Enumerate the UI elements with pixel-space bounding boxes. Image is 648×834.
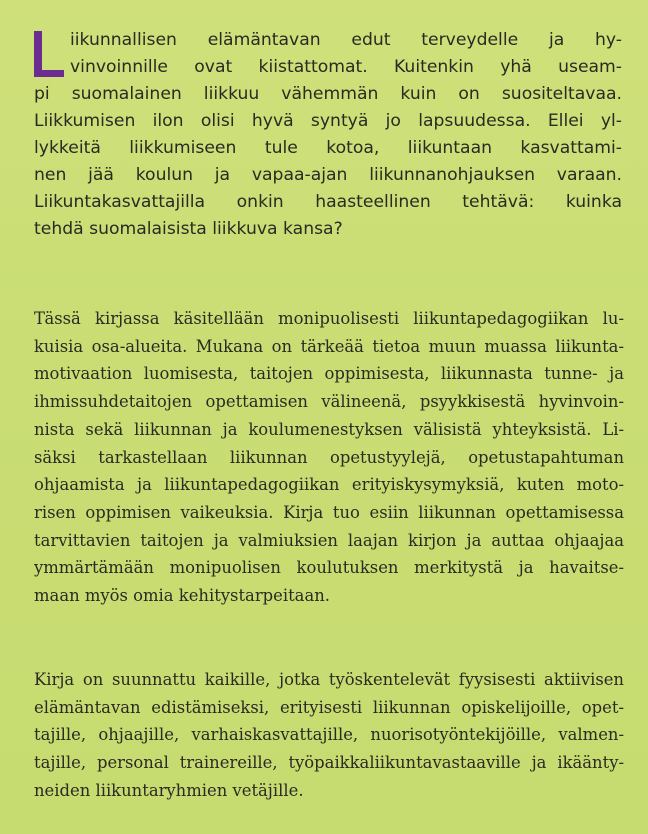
text-line: Tässä kirjassa käsitellään monipuolisesti liikuntapedagogiikan lu- bbox=[34, 309, 624, 328]
text-line: tarvittavien taitojen ja valmiuksien laajan kirjon ja auttaa ohjaajaa bbox=[34, 530, 624, 550]
intro-line: vinvoinnille ovat kiistattomat. Kuitenkin yhä useam- bbox=[70, 57, 622, 77]
text-line: tajille, ohjaajille, varhaiskasvattajille, nuorisotyöntekijöille, valmen- bbox=[34, 725, 624, 745]
text-line: säksi tarkastellaan liikunnan opetustyylejä, opetustapahtuman bbox=[34, 447, 624, 467]
text-line: maan myös omia kehitystarpeitaan. bbox=[34, 586, 330, 606]
audience-paragraph bbox=[34, 666, 624, 805]
intro-paragraph bbox=[34, 27, 622, 243]
intro-line: Liikkumisen ilon olisi hyvä syntyä jo lapsuudessa. Ellei yl- bbox=[34, 111, 622, 131]
text-line: Kirja on suunnattu kaikille, jotka työskentelevät fyysisesti aktiivisen bbox=[34, 670, 624, 689]
text-line: ymmärtämään monipuolisen koulutuksen merkitystä ja havaitse- bbox=[34, 558, 624, 578]
text-line: elämäntavan edistämiseksi, erityisesti liikunnan opiskelijoille, opet- bbox=[34, 697, 624, 717]
intro-line: iikunnallisen elämäntavan edut terveydelle ja hy- bbox=[70, 30, 622, 50]
text-line: tajille, personal trainereille, työpaikkaliikuntavastaaville ja ikäänty- bbox=[34, 753, 624, 773]
text-line: kuisia osa-alueita. Mukana on tärkeää tietoa muun muassa liikunta- bbox=[34, 336, 624, 356]
text-line: ihmissuhdetaitojen opettamisen välineenä, psyykkisestä hyvinvoin- bbox=[34, 392, 624, 412]
text-line: ohjaamista ja liikuntapedagogiikan erityiskysymyksiä, kuten moto- bbox=[34, 475, 624, 495]
intro-line: lykkeitä liikkumiseen tule kotoa, liikuntaan kasvattami- bbox=[34, 138, 622, 158]
intro-line: pi suomalainen liikkuu vähemmän kuin on suositeltavaa. bbox=[34, 84, 622, 104]
text-line: nista sekä liikunnan ja koulumenestyksen välisistä yhteyksistä. Li- bbox=[34, 419, 624, 439]
intro-line: tehdä suomalaisista liikkuva kansa? bbox=[34, 219, 343, 239]
description-paragraph bbox=[34, 305, 624, 610]
text-line: motivaation luomisesta, taitojen oppimisesta, liikunnasta tunne- ja bbox=[34, 364, 624, 384]
intro-line: nen jää koulun ja vapaa-ajan liikunnanohjauksen varaan. bbox=[34, 165, 622, 185]
text-line: risen oppimisen vaikeuksia. Kirja tuo esiin liikunnan opettamisessa bbox=[34, 502, 624, 522]
text-line: neiden liikuntaryhmien vetäjille. bbox=[34, 780, 304, 800]
intro-line: Liikuntakasvattajilla onkin haasteellinen tehtävä: kuinka bbox=[34, 192, 622, 212]
